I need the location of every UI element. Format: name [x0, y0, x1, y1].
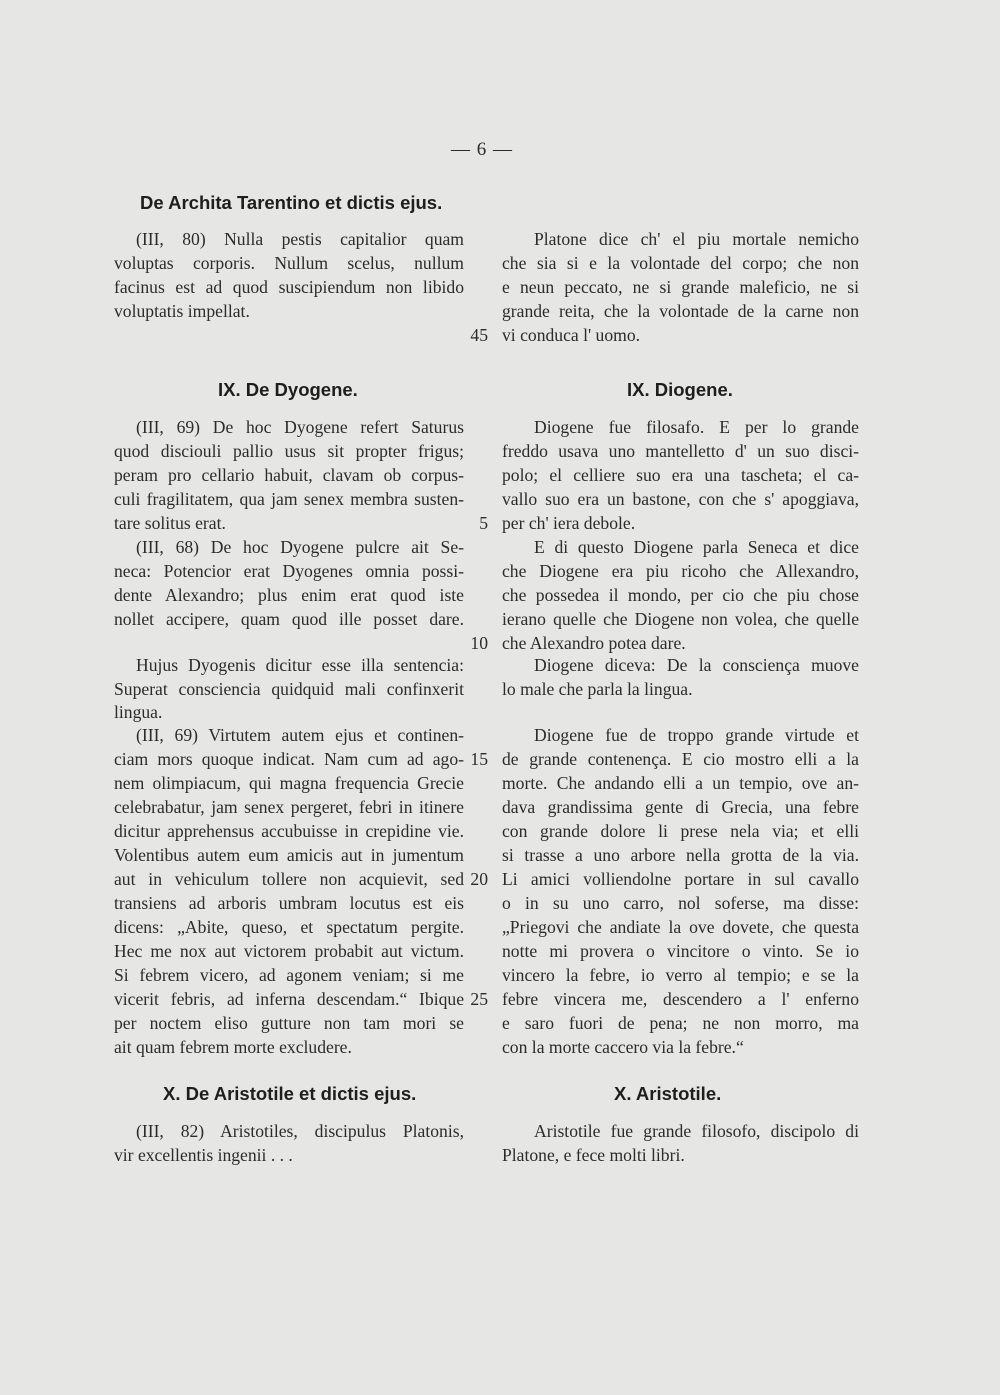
dyogene-italian-line: e saro fuori de pena; ne non morro, ma: [502, 1013, 859, 1033]
archita-latin-line: facinus est ad quod suscipiendum non libido: [114, 277, 464, 297]
dyogene-italian-title: IX. Diogene.: [627, 379, 733, 400]
dyogene-italian-line: lo male che parla la lingua.: [502, 679, 693, 699]
dyogene-latin-line: dicens: „Abite, queso, et spectatum pergite.: [114, 917, 464, 937]
aristotile-latin-line: (III, 82) Aristotiles, discipulus Platonis,: [136, 1121, 464, 1141]
dyogene-italian-line: ierano quelle che Diogene non volea, che quelle: [502, 609, 859, 629]
dyogene-italian-line: si trasse a uno arbore nella grotta de la via.: [502, 845, 859, 865]
dyogene-latin-line: vicerit febris, ad inferna descendam.“ Ibique: [114, 989, 464, 1009]
dyogene-latin-line: (III, 68) De hoc Dyogene pulcre ait Se-: [136, 537, 464, 557]
aristotile-latin-title: X. De Aristotile et dictis ejus.: [163, 1083, 417, 1104]
dyogene-latin-line: tare solitus erat.: [114, 513, 226, 533]
dyogene-latin-line: ait quam febrem morte excludere.: [114, 1037, 352, 1057]
archita-latin-title: De Archita Tarentino et dictis ejus.: [140, 192, 443, 213]
dyogene-italian-line: Diogene fue de troppo grande virtude et: [534, 725, 859, 745]
dyogene-italian-line: dava grandissima gente di Grecia, una febre: [502, 797, 859, 817]
dyogene-latin-line: celebrabatur, jam senex pergeret, febri in itinere: [114, 797, 464, 817]
dyogene-latin-line: peram pro cellario habuit, clavam ob corpus-: [114, 465, 464, 485]
dyogene-italian-line: con grande dolore li prese nela via; et elli: [502, 821, 859, 841]
dyogene-italian-line: vincero la febre, io verro al tempio; e se la: [502, 965, 859, 985]
dyogene-latin-line: neca: Potencior erat Dyogenes omnia possi-: [114, 561, 464, 581]
dyogene-italian-line: Li amici volliendolne portare in sul cavallo: [502, 869, 859, 889]
dyogene-italian-line: freddo usava uno mantelletto d' un suo disci-: [502, 441, 859, 461]
dyogene-italian-line: o in su uno carro, nol soferse, ma disse:: [502, 893, 859, 913]
dyogene-latin-line: ciam mors quoque indicat. Nam cum ad ago-: [114, 749, 464, 769]
dyogene-latin-line: Volentibus autem eum amicis aut in jumentum: [114, 845, 464, 865]
dyogene-italian-line: morte. Che andando elli a un tempio, ove an-: [502, 773, 859, 793]
line-number: 5: [479, 513, 488, 533]
dyogene-italian-line: vallo suo era un bastone, con che s' apoggiava,: [502, 489, 859, 509]
dyogene-latin-line: nollet accipere, quam quod ille posset dare.: [114, 609, 464, 629]
dyogene-italian-line: Diogene diceva: De la consciença muove: [534, 655, 859, 675]
dyogene-latin-title: IX. De Dyogene.: [218, 379, 358, 400]
dyogene-latin-line: dente Alexandro; plus enim erat quod iste: [114, 585, 464, 605]
dyogene-latin-line: Hec me nox aut victorem probabit aut victum.: [114, 941, 464, 961]
dyogene-latin-line: per noctem eliso gutture non tam mori se: [114, 1013, 464, 1033]
archita-latin-line: voluptas corporis. Nullum scelus, nullum: [114, 253, 464, 273]
archita-italian-line: che sia si e la volontade del corpo; che non: [502, 253, 859, 273]
line-number: 15: [470, 749, 488, 769]
line-number: 25: [470, 989, 488, 1009]
aristotile-italian-line: Platone, e fece molti libri.: [502, 1145, 685, 1165]
dyogene-latin-line: dicitur apprehensus accubuisse in crepidine vie.: [114, 821, 464, 841]
aristotile-latin-line: vir excellentis ingenii . . .: [114, 1145, 293, 1165]
dyogene-latin-line: lingua.: [114, 702, 163, 722]
dyogene-italian-line: con la morte caccero via la febre.“: [502, 1037, 744, 1057]
dyogene-italian-line: che Alexandro potea dare.: [502, 633, 686, 653]
dyogene-latin-line: culi fragilitatem, qua jam senex membra susten-: [114, 489, 464, 509]
dyogene-italian-line: Diogene fue filosafo. E per lo grande: [534, 417, 859, 437]
dyogene-italian-line: de grande contenença. E cio mostro elli a la: [502, 749, 859, 769]
dyogene-italian-line: che Diogene era piu ricoho che Allexandro,: [502, 561, 859, 581]
aristotile-italian-title: X. Aristotile.: [614, 1083, 722, 1104]
line-number: 45: [470, 325, 488, 345]
page-number: — 6 —: [451, 139, 513, 160]
archita-italian-line: Platone dice ch' el piu mortale nemicho: [534, 229, 859, 249]
archita-latin-line: voluptatis impellat.: [114, 301, 250, 321]
dyogene-latin-line: Hujus Dyogenis dicitur esse illa sentencia:: [136, 655, 464, 675]
line-number: 20: [470, 869, 488, 889]
dyogene-latin-line: quod disciouli pallio usus sit propter frigus;: [114, 441, 464, 461]
dyogene-latin-line: (III, 69) De hoc Dyogene refert Saturus: [136, 417, 464, 437]
dyogene-latin-line: nem olimpiacum, qui magna frequencia Grecie: [114, 773, 464, 793]
aristotile-italian-line: Aristotile fue grande filosofo, discipolo di: [534, 1121, 859, 1141]
archita-italian-line: e neun peccato, ne si grande maleficio, ne si: [502, 277, 859, 297]
dyogene-latin-line: Si febrem vicero, ad agonem veniam; si me: [114, 965, 464, 985]
dyogene-italian-line: febre vincera me, descendero a l' enferno: [502, 989, 859, 1009]
archita-italian-line: grande reita, che la volontade de la carne non: [502, 301, 859, 321]
dyogene-italian-line: notte mi provera o vincitore o vinto. Se io: [502, 941, 859, 961]
dyogene-italian-line: che possedea il mondo, per cio che piu chose: [502, 585, 859, 605]
dyogene-latin-line: transiens ad arboris umbram locutus est eis: [114, 893, 464, 913]
dyogene-italian-line: „Priegovi che andiate la ove dovete, che questa: [502, 917, 859, 937]
dyogene-latin-line: (III, 69) Virtutem autem ejus et continen-: [136, 725, 464, 745]
dyogene-latin-line: aut in vehiculum tollere non acquievit, sed: [114, 869, 464, 889]
archita-latin-line: (III, 80) Nulla pestis capitalior quam: [136, 229, 464, 249]
dyogene-italian-line: polo; el celliere suo era una tascheta; el ca-: [502, 465, 859, 485]
dyogene-italian-line: E di questo Diogene parla Seneca et dice: [534, 537, 859, 557]
dyogene-latin-line: Superat consciencia quidquid mali confinxerit: [114, 679, 464, 699]
dyogene-italian-line: per ch' iera debole.: [502, 513, 636, 533]
archita-italian-line: vi conduca l' uomo.: [502, 325, 641, 345]
line-number: 10: [470, 633, 488, 653]
